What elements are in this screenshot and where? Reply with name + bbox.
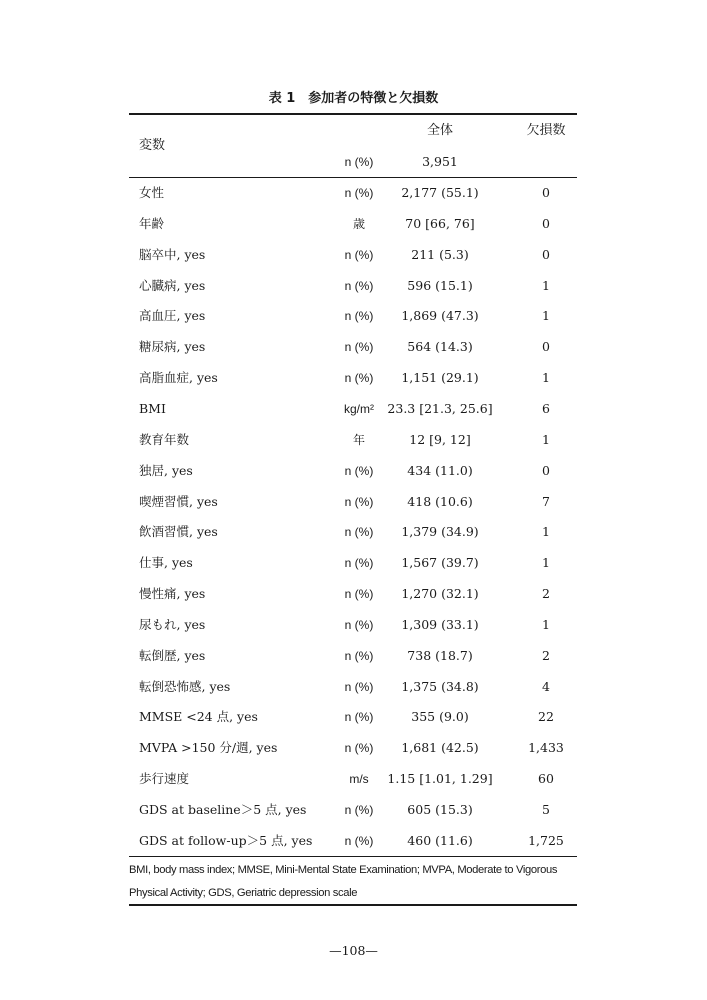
row-unit: n (%) bbox=[344, 186, 374, 200]
row-unit: 年 bbox=[352, 433, 366, 447]
row-unit: m/s bbox=[349, 772, 369, 786]
row-value: 738 (18.7) bbox=[407, 648, 473, 663]
row-unit: n (%) bbox=[344, 525, 374, 539]
row-value: 564 (14.3) bbox=[407, 339, 473, 354]
row-value: 70 [66, 76] bbox=[405, 216, 475, 231]
row-value: 23.3 [21.3, 25.6] bbox=[387, 401, 493, 416]
row-value: 418 (10.6) bbox=[407, 494, 473, 509]
row-value: 1,151 (29.1) bbox=[401, 370, 479, 385]
row-variable: 高血圧, yes bbox=[139, 308, 206, 323]
row-variable: GDS at baseline＞5 点, yes bbox=[139, 802, 307, 817]
row-unit: n (%) bbox=[344, 340, 374, 354]
row-unit: n (%) bbox=[344, 587, 374, 601]
row-value: 355 (9.0) bbox=[411, 709, 469, 724]
row-missing: 0 bbox=[542, 463, 550, 478]
row-value: 1,379 (34.9) bbox=[401, 524, 479, 539]
row-missing: 6 bbox=[542, 401, 550, 416]
header-total: 全体 bbox=[426, 123, 454, 138]
row-unit: n (%) bbox=[344, 371, 374, 385]
row-unit: n (%) bbox=[344, 309, 374, 323]
row-variable: 歩行速度 bbox=[139, 771, 190, 786]
row-missing: 2 bbox=[542, 586, 550, 601]
table-footnote-line2: Physical Activity; GDS, Geriatric depression scale bbox=[129, 887, 358, 899]
row-value: 1,869 (47.3) bbox=[401, 308, 479, 323]
row-missing: 1 bbox=[542, 308, 550, 323]
row-variable: 年齢 bbox=[139, 216, 165, 231]
row-unit: n (%) bbox=[344, 741, 374, 755]
row-missing: 1 bbox=[542, 370, 550, 385]
row-variable: 独居, yes bbox=[139, 463, 193, 478]
row-unit: n (%) bbox=[344, 649, 374, 663]
row-variable: 尿もれ, yes bbox=[139, 617, 206, 632]
row-missing: 0 bbox=[542, 216, 550, 231]
row-missing: 5 bbox=[542, 802, 550, 817]
row-value: 12 [9, 12] bbox=[409, 432, 471, 447]
row-missing: 4 bbox=[542, 679, 550, 694]
row-missing: 1 bbox=[542, 432, 550, 447]
row-unit: n (%) bbox=[344, 556, 374, 570]
row-variable: 糖尿病, yes bbox=[139, 339, 206, 354]
row-value: 596 (15.1) bbox=[407, 278, 473, 293]
table-header-rule bbox=[129, 177, 577, 178]
row-unit: n (%) bbox=[344, 710, 374, 724]
row-value: 1,681 (42.5) bbox=[401, 740, 479, 755]
table-bottom-rule bbox=[129, 856, 577, 857]
row-value: 1,567 (39.7) bbox=[401, 555, 479, 570]
row-unit: n (%) bbox=[344, 680, 374, 694]
table-top-rule bbox=[129, 113, 577, 115]
row-missing: 0 bbox=[542, 185, 550, 200]
row-unit: kg/m² bbox=[344, 402, 374, 416]
row-missing: 1 bbox=[542, 555, 550, 570]
row-missing: 0 bbox=[542, 247, 550, 262]
row-value: 605 (15.3) bbox=[407, 802, 473, 817]
row-value: 2,177 (55.1) bbox=[401, 185, 479, 200]
page-number: —108— bbox=[329, 943, 378, 958]
row-unit: n (%) bbox=[344, 834, 374, 848]
row-variable: 高脂血症, yes bbox=[139, 370, 218, 385]
row-variable: MVPA >150 分/週, yes bbox=[139, 740, 278, 755]
row-variable: 仕事, yes bbox=[139, 555, 193, 570]
header-variable: 変数 bbox=[139, 138, 166, 153]
row-variable: 転倒恐怖感, yes bbox=[139, 679, 231, 694]
row-variable: 慢性痛, yes bbox=[139, 586, 206, 601]
row-value: 1,375 (34.8) bbox=[401, 679, 479, 694]
row-variable: 脳卒中, yes bbox=[139, 247, 206, 262]
header-missing: 欠損数 bbox=[526, 123, 566, 138]
row-missing: 22 bbox=[538, 709, 554, 724]
row-variable: 教育年数 bbox=[139, 432, 190, 447]
row-missing: 1 bbox=[542, 617, 550, 632]
row-variable: GDS at follow-up＞5 点, yes bbox=[139, 833, 313, 848]
row-missing: 1 bbox=[542, 278, 550, 293]
row-variable: 喫煙習慣, yes bbox=[139, 494, 218, 509]
table-footnote-line1: BMI, body mass index; MMSE, Mini-Mental State Examination; MVPA, Moderate to Vigorous bbox=[129, 864, 558, 876]
row-variable: 女性 bbox=[139, 185, 165, 200]
row-variable: BMI bbox=[139, 401, 166, 416]
row-variable: 心臓病, yes bbox=[139, 278, 206, 293]
row-value: 1,270 (32.1) bbox=[401, 586, 479, 601]
row-value: 1.15 [1.01, 1.29] bbox=[387, 771, 493, 786]
row-missing: 60 bbox=[538, 771, 554, 786]
row-value: 211 (5.3) bbox=[411, 247, 469, 262]
row-value: 434 (11.0) bbox=[407, 463, 473, 478]
table-title: 表 1 参加者の特徴と欠損数 bbox=[268, 91, 439, 106]
row-unit: n (%) bbox=[344, 618, 374, 632]
row-unit: n (%) bbox=[344, 495, 374, 509]
row-unit: n (%) bbox=[344, 464, 374, 478]
row-value: 1,309 (33.1) bbox=[401, 617, 479, 632]
row-value: 460 (11.6) bbox=[407, 833, 473, 848]
row-unit: n (%) bbox=[344, 248, 374, 262]
row-missing: 1,725 bbox=[528, 833, 564, 848]
row-missing: 2 bbox=[542, 648, 550, 663]
row-variable: 転倒歴, yes bbox=[139, 648, 206, 663]
header-unit: n (%) bbox=[344, 155, 374, 169]
row-unit: n (%) bbox=[344, 279, 374, 293]
row-variable: MMSE <24 点, yes bbox=[139, 709, 258, 724]
row-unit: 歳 bbox=[352, 217, 366, 231]
row-missing: 7 bbox=[542, 494, 550, 509]
row-variable: 飲酒習慣, yes bbox=[139, 524, 218, 539]
row-missing: 1,433 bbox=[528, 740, 564, 755]
row-missing: 0 bbox=[542, 339, 550, 354]
row-unit: n (%) bbox=[344, 803, 374, 817]
row-missing: 1 bbox=[542, 524, 550, 539]
table-end-rule bbox=[129, 904, 577, 906]
header-n-total: 3,951 bbox=[422, 154, 458, 169]
